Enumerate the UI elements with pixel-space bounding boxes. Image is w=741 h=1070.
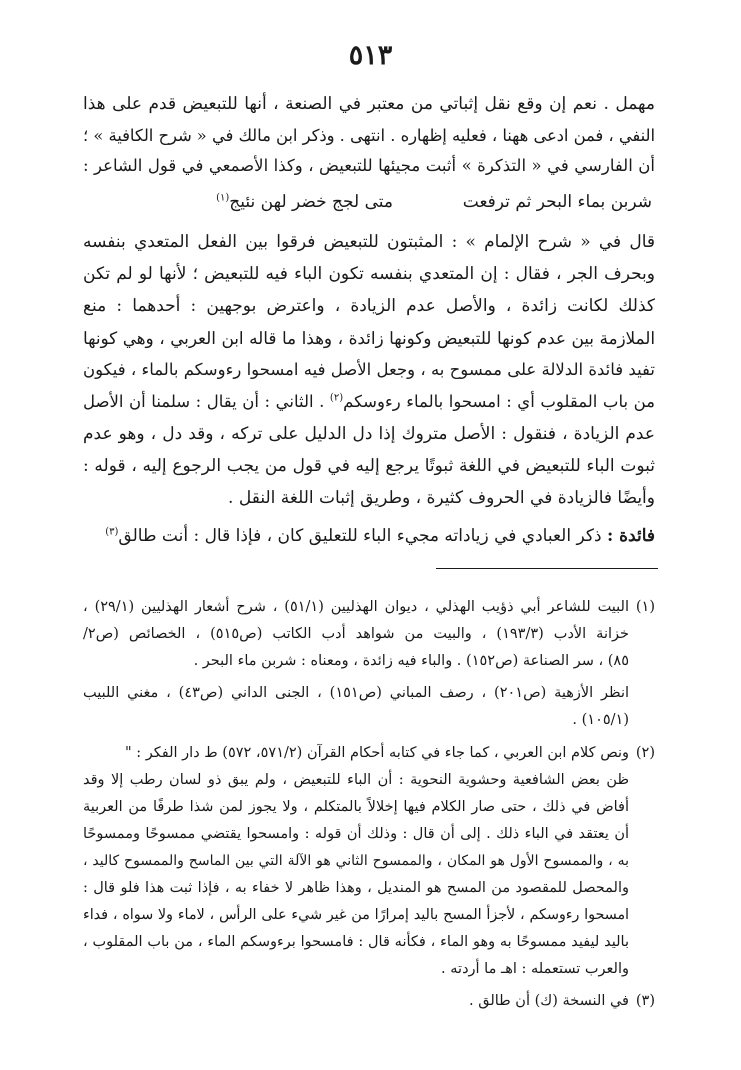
benefit-label: فائدة :: [606, 526, 655, 546]
body-line: أن الفارسي في « التذكرة » أثبت مجيئها للتبعيض ، وكذا الأصمعي في قول الشاعر :: [83, 156, 655, 175]
body-line: عدم الزيادة ، فنقول : الأصل متروك إذا دل الدليل على تركه ، وقد دل ، وهو عدم: [83, 424, 655, 444]
body-line: وبحرف الجر ، فقال : إن المتعدي بنفسه تكون الباء فيه للتبعيض ؛ لأنها لو لم تكن: [83, 264, 655, 284]
footnote-number: (٣): [635, 993, 655, 1009]
verse-first-text: شربن بماء البحر ثم ترفعت: [462, 192, 652, 212]
body-line: قال في « شرح الإلمام » : المثبتون للتبعيض فرقوا بين الفعل المتعدي بنفسه: [83, 232, 655, 252]
footnote-line: ونص كلام ابن العربي ، كما جاء في كتابه أحكام القرآن (٥٧١/٢، ٥٧٢) ط دار الفكر : ": [125, 745, 629, 761]
body-text: من باب المقلوب أي : امسحوا بالماء رءوسكم: [343, 392, 655, 411]
page-number: ٥١٣: [348, 40, 393, 71]
body-line: النفي ، فمن ادعى ههنا ، فعليه إظهاره . انتهى . وذكر ابن مالك في « شرح الكافية » ؛: [83, 126, 655, 145]
benefit-text: ذكر العبادي في زياداته مجيء الباء للتعليق كان ، فإذا قال : أنت طالق: [118, 526, 602, 546]
body-line-with-ref: [83, 386, 655, 418]
footnote-line: والمحصل للمقصود من المسح هو المنديل ، وهذا ظاهر لا خفاء به ، فإذا ثبت هذا فلو قال :: [83, 880, 629, 896]
body-line: مهمل . نعم إن وقع نقل إثباتي من معتبر في الصنعة ، أنها للتبعيض قدم على هذا: [83, 94, 655, 114]
footnote-line: به ، والممسوح الأول هو المكان ، والممسوح الثاني هو الآلة التي بين الماسح والممسوح كاليد ،: [83, 853, 629, 869]
footnote-line: البيت للشاعر أبي ذؤيب الهذلي ، ديوان الهذليين (٥١/١) ، شرح أشعار الهذليين (٢٩/١) ،: [83, 599, 629, 615]
verse-first-hemistich: [463, 186, 652, 218]
body-line: ثبوت الباء للتبعيض في اللغة ثبوتًا يرجع إليه في قول من يجب الرجوع إليه ، قوله :: [83, 456, 655, 476]
verse-second-hemistich: [216, 186, 393, 218]
footnote-line: امسحوا رءوسكم ، لأجزأ المسح باليد إمرارًا من غير شيء على الرأس ، لاماء ولا سواه ، فداء: [83, 907, 629, 923]
footnote-line: (١٠٥/١) .: [572, 712, 629, 728]
footnote-line: خزانة الأدب (١٩٣/٣) ، والبيت من شواهد أدب الكاتب (ص٥١٥) ، الخصائص (ص٢/: [83, 626, 629, 642]
footnote-line: أن يعتقد في الباء ذلك . إلى أن قال : وذلك أن قوله : وامسحوا يقتضي ممسوحًا وممسوحًا: [83, 826, 629, 842]
body-line: تفيد فائدة الدلالة على ممسوح به ، وجعل الأصل فيه امسحوا رءوسكم بالماء ، فيكون: [83, 360, 655, 379]
body-line: وأيضًا فالزيادة في الحروف كثيرة ، وطريق إثبات اللغة النقل .: [228, 488, 655, 508]
footnote-line: والعرب تستعمله : اهـ ما أردته .: [441, 961, 629, 977]
benefit-line: [105, 520, 655, 552]
body-line: الملازمة بين عدم كونها للتبعيض وكونها زائدة ، وهذا ما قاله ابن العربي ، وهي كونها: [83, 328, 655, 348]
footnote-line: ٨٥) ، سر الصناعة (ص١٥٢) . والباء فيه زائدة ، ومعناه : شربن ماء البحر .: [193, 653, 629, 669]
footnote-line: في النسخة (ك) أن طالق .: [469, 993, 629, 1009]
footnote-line: ظن بعض الشافعية وحشوية النحوية : أن الباء للتبعيض ، ولم يبق ذو لسان رطب إلا وقد: [83, 772, 629, 788]
footnote-marker: (٣): [105, 526, 119, 538]
footnote-marker: (١): [216, 192, 230, 204]
footnote-divider: [436, 568, 658, 569]
body-text: . الثاني : أن يقال : سلمنا أن الأصل: [83, 392, 325, 411]
footnote-number: (١): [635, 599, 655, 615]
footnote-line: أفاض في ذلك ، حتى صار الكلام فيها إخلالاً بالمتكلم ، ولا يجوز لمن شذا طرفًا من العربية: [83, 799, 629, 815]
footnote-line: باليد ليفيد ممسوحًا به وهو الماء ، فكأنه قال : فامسحوا برءوسكم الماء ، من باب المقلوب ،: [83, 934, 629, 950]
footnote-marker: (٢): [329, 392, 344, 404]
body-line: كذلك لكانت زائدة ، والأصل عدم الزيادة ، واعترض بوجهين : أحدهما : منع: [83, 296, 655, 316]
footnote-line: انظر الأزهية (ص٢٠١) ، رصف المباني (ص١٥١) ، الجنى الداني (ص٤٣) ، مغني اللبيب: [83, 685, 629, 701]
verse-second-text: متى لجج خضر لهن نئيج: [229, 192, 393, 212]
footnote-number: (٢): [635, 745, 655, 761]
